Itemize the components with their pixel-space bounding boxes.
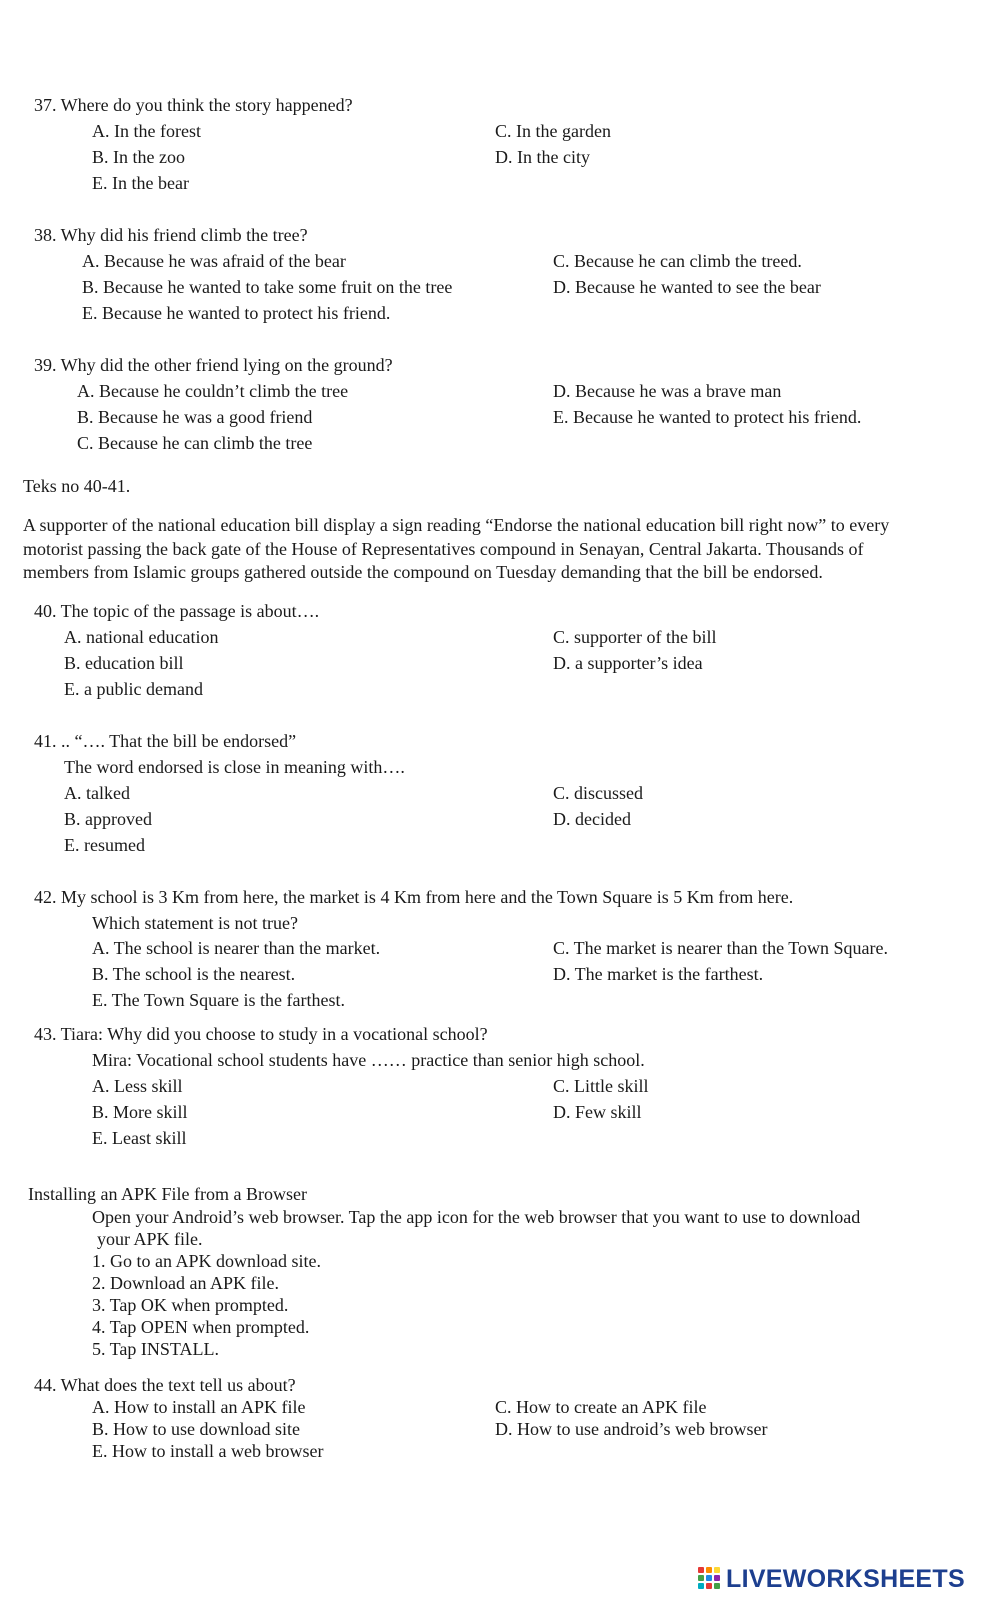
- q42-question-text: Which statement is not true?: [92, 913, 298, 933]
- q44-option-a[interactable]: A. How to install an APK file: [92, 1397, 306, 1417]
- q42-option-e[interactable]: E. The Town Square is the farthest.: [92, 990, 346, 1010]
- apk-passage-intro: Open your Android’s web browser. Tap the app icon for the web browser that you want to use to download: [92, 1207, 861, 1227]
- q38-option-a[interactable]: A. Because he was afraid of the bear: [82, 251, 346, 271]
- apk-step: 2. Download an APK file.: [92, 1273, 279, 1293]
- q40-question: 40. The topic of the passage is about….: [34, 601, 320, 621]
- q40-option-a[interactable]: A. national education: [64, 627, 219, 647]
- q42-option-a[interactable]: A. The school is nearer than the market.: [92, 938, 381, 958]
- q44-option-d[interactable]: D. How to use android’s web browser: [495, 1419, 768, 1439]
- q39-option-b[interactable]: B. Because he was a good friend: [77, 407, 313, 427]
- q37-option-c[interactable]: C. In the garden: [495, 121, 611, 141]
- liveworksheets-logo[interactable]: [698, 1566, 998, 1592]
- q41-question-text: The word endorsed is close in meaning with….: [64, 757, 405, 777]
- q38-option-e[interactable]: E. Because he wanted to protect his friend.: [82, 303, 391, 323]
- q38-option-b[interactable]: B. Because he wanted to take some fruit on the tree: [82, 277, 453, 297]
- passage-heading: Teks no 40-41.: [23, 476, 131, 496]
- q41-option-d[interactable]: D. decided: [553, 809, 631, 829]
- q43-option-b[interactable]: B. More skill: [92, 1102, 188, 1122]
- q38-option-c[interactable]: C. Because he can climb the treed.: [553, 251, 802, 271]
- q42-option-c[interactable]: C. The market is nearer than the Town Square.: [553, 938, 888, 958]
- q41-option-b[interactable]: B. approved: [64, 809, 152, 829]
- q37-question: 37. Where do you think the story happened?: [34, 95, 353, 115]
- q39-question: 39. Why did the other friend lying on the ground?: [34, 355, 393, 375]
- apk-step: 4. Tap OPEN when prompted.: [92, 1317, 310, 1337]
- q42-question: 42. My school is 3 Km from here, the market is 4 Km from here and the Town Square is 5 Km from here.: [34, 887, 794, 907]
- q43-option-a[interactable]: A. Less skill: [92, 1076, 183, 1096]
- q41-option-a[interactable]: A. talked: [64, 783, 130, 803]
- q39-option-a[interactable]: A. Because he couldn’t climb the tree: [77, 381, 349, 401]
- apk-step: 5. Tap INSTALL.: [92, 1339, 219, 1359]
- q43-option-e[interactable]: E. Least skill: [92, 1128, 187, 1148]
- apk-passage-intro: your APK file.: [97, 1229, 203, 1249]
- q43-question-text: Mira: Vocational school students have …… practice than senior high school.: [92, 1050, 645, 1070]
- q43-question: 43. Tiara: Why did you choose to study in a vocational school?: [34, 1024, 488, 1044]
- q38-option-d[interactable]: D. Because he wanted to see the bear: [553, 277, 821, 297]
- q41-option-e[interactable]: E. resumed: [64, 835, 145, 855]
- q39-option-e[interactable]: E. Because he wanted to protect his friend.: [553, 407, 862, 427]
- q41-question: 41. .. “…. That the bill be endorsed”: [34, 731, 297, 751]
- q38-question: 38. Why did his friend climb the tree?: [34, 225, 308, 245]
- apk-passage-title: Installing an APK File from a Browser: [28, 1184, 307, 1204]
- q37-option-d[interactable]: D. In the city: [495, 147, 590, 167]
- q43-option-c[interactable]: C. Little skill: [553, 1076, 649, 1096]
- q40-option-b[interactable]: B. education bill: [64, 653, 184, 673]
- q37-option-b[interactable]: B. In the zoo: [92, 147, 185, 167]
- liveworksheets-wordmark: LIVEWORKSHEETS: [726, 1565, 965, 1593]
- q41-option-c[interactable]: C. discussed: [553, 783, 643, 803]
- apk-step: 3. Tap OK when prompted.: [92, 1295, 289, 1315]
- q43-option-d[interactable]: D. Few skill: [553, 1102, 642, 1122]
- q40-option-d[interactable]: D. a supporter’s idea: [553, 653, 703, 673]
- q39-option-d[interactable]: D. Because he was a brave man: [553, 381, 782, 401]
- q42-option-d[interactable]: D. The market is the farthest.: [553, 964, 764, 984]
- q39-option-c[interactable]: C. Because he can climb the tree: [77, 433, 313, 453]
- liveworksheets-logo-icon: [698, 1567, 722, 1591]
- q44-option-c[interactable]: C. How to create an APK file: [495, 1397, 707, 1417]
- q44-option-b[interactable]: B. How to use download site: [92, 1419, 300, 1439]
- passage-line: A supporter of the national education bill display a sign reading “Endorse the national education bill right now” to every: [23, 515, 890, 535]
- q40-option-e[interactable]: E. a public demand: [64, 679, 203, 699]
- q44-option-e[interactable]: E. How to install a web browser: [92, 1441, 324, 1461]
- q37-option-a[interactable]: A. In the forest: [92, 121, 201, 141]
- apk-step: 1. Go to an APK download site.: [92, 1251, 321, 1271]
- q37-option-e[interactable]: E. In the bear: [92, 173, 189, 193]
- passage-line: members from Islamic groups gathered outside the compound on Tuesday demanding that the bill be endorsed.: [23, 562, 823, 582]
- passage-line: motorist passing the back gate of the House of Representatives compound in Senayan, Central Jakarta. Thousands of: [23, 539, 864, 559]
- q42-option-b[interactable]: B. The school is the nearest.: [92, 964, 296, 984]
- q44-question: 44. What does the text tell us about?: [34, 1375, 296, 1395]
- q40-option-c[interactable]: C. supporter of the bill: [553, 627, 717, 647]
